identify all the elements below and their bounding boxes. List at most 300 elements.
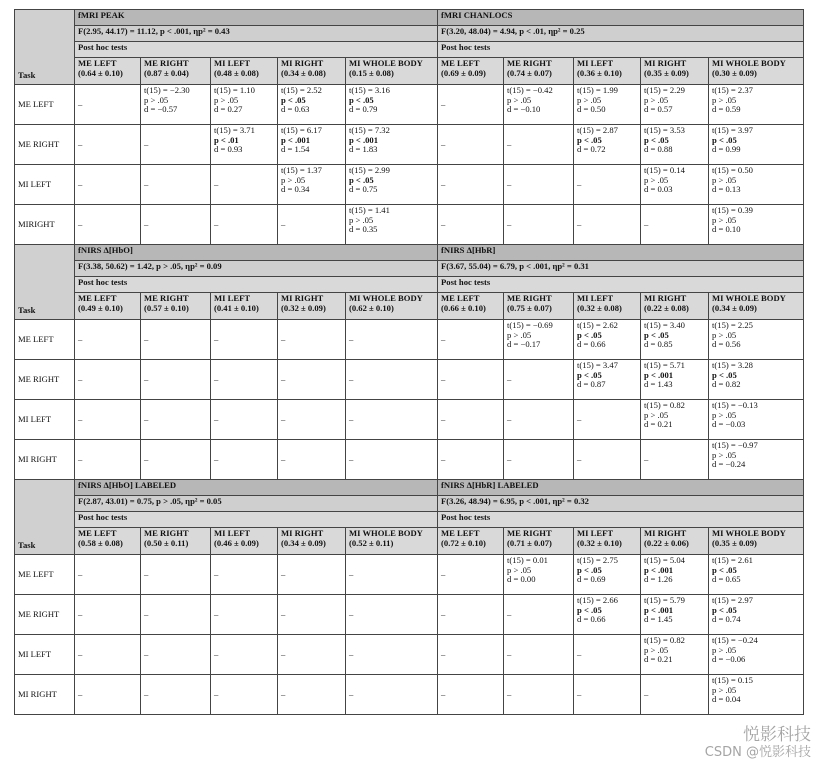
post-hoc-label: Post hoc tests [78,42,128,52]
stat-cell [709,400,804,440]
stat-cell [346,360,438,400]
column-mean-value: (0.64 ± 0.10) [78,67,123,78]
empty-dash: – [644,453,649,464]
stat-cell [574,635,641,675]
stat-cell [574,320,641,360]
empty-dash: – [214,413,219,424]
row-label: MI LEFT [18,413,52,424]
t-statistic: t(15) = 6.17 [281,125,322,135]
column-header [709,293,804,320]
empty-dash: – [577,413,582,424]
t-statistic: t(15) = 3.40 [644,320,685,330]
stat-cell [709,360,804,400]
stat-cell [346,595,438,635]
t-statistic: t(15) = 2.37 [712,85,753,95]
column-mean-value: (0.69 ± 0.09) [441,67,486,78]
anova-cell [75,26,438,42]
empty-dash: – [441,608,446,619]
p-value: p > .05 [712,214,737,225]
stat-cell [141,165,211,205]
data-row [15,360,804,400]
p-value: p < .001 [349,134,379,145]
stat-cell [641,165,709,205]
effect-size: d = 0.00 [507,574,536,585]
stat-cell [504,400,574,440]
block-title-cell [75,245,438,261]
stat-cell [211,675,278,715]
column-header-row [15,293,804,320]
p-value: p > .05 [507,94,532,105]
stat-cell [211,125,278,165]
p-value: p < .05 [577,369,602,380]
empty-dash: – [441,218,446,229]
anova-result: F(2.87, 43.01) = 0.75, p > .05, ηp² = 0.05 [78,496,222,506]
row-label: MI RIGHT [18,688,57,699]
anova-cell [75,496,438,512]
empty-dash: – [349,648,354,659]
effect-size: d = −0.03 [712,419,746,430]
anova-cell [438,261,804,277]
empty-dash: – [214,688,219,699]
stat-cell [574,595,641,635]
task-header-cell [15,480,75,555]
column-name: MI WHOLE BODY [712,58,786,68]
block-title: fNIRS Δ[HbO] LABELED [78,480,177,490]
stat-cell [141,400,211,440]
empty-dash: – [349,453,354,464]
t-statistic: t(15) = 0.01 [507,555,548,565]
t-statistic: t(15) = 0.39 [712,205,753,215]
column-header [346,293,438,320]
p-value: p > .05 [144,94,169,105]
column-header [504,293,574,320]
p-value: p > .05 [712,329,737,340]
column-header [641,528,709,555]
stat-cell [574,400,641,440]
t-statistic: t(15) = 1.37 [281,165,322,175]
stat-cell [75,360,141,400]
data-row [15,165,804,205]
block-title-cell [438,245,804,261]
stat-cell [75,320,141,360]
block-title: fNIRS Δ[HbR] LABELED [441,480,539,490]
t-statistic: t(15) = 3.97 [712,125,753,135]
stat-cell [709,440,804,480]
stat-cell [346,635,438,675]
t-statistic: t(15) = −2.30 [144,85,190,95]
t-statistic: t(15) = 3.47 [577,360,618,370]
empty-dash: – [441,688,446,699]
stat-cell [211,635,278,675]
row-label-cell [15,675,75,715]
t-statistic: t(15) = 2.25 [712,320,753,330]
column-mean-value: (0.34 ± 0.09) [281,537,326,548]
effect-size: d = 0.21 [644,654,673,665]
stat-cell [709,675,804,715]
t-statistic: t(15) = 0.82 [644,400,685,410]
t-statistic: t(15) = 3.16 [349,85,390,95]
empty-dash: – [78,218,83,229]
t-statistic: t(15) = 2.75 [577,555,618,565]
p-value: p < .05 [577,134,602,145]
effect-size: d = 0.35 [349,224,378,235]
empty-dash: – [78,98,83,109]
t-statistic: t(15) = 0.50 [712,165,753,175]
stat-cell [438,205,504,245]
stat-cell [211,360,278,400]
anova-result: F(2.95, 44.17) = 11.12, p < .001, ηp² = 0.43 [78,26,230,36]
effect-size: d = 0.65 [712,574,741,585]
empty-dash: – [144,568,149,579]
anova-result: F(3.26, 48.94) = 6.95, p < .001, ηp² = 0.32 [441,496,589,506]
column-header-row [15,58,804,85]
column-name: ME LEFT [441,58,480,68]
effect-size: d = 1.45 [644,614,673,625]
task-header-label: Task [18,70,36,81]
column-mean-value: (0.35 ± 0.09) [712,537,757,548]
column-header [641,293,709,320]
stat-cell [504,440,574,480]
effect-size: d = 1.54 [281,144,310,155]
column-mean-value: (0.62 ± 0.10) [349,302,394,313]
column-header [438,293,504,320]
empty-dash: – [577,648,582,659]
p-value: p > .05 [712,409,737,420]
empty-dash: – [144,218,149,229]
p-value: p > .05 [349,214,374,225]
empty-dash: – [507,218,512,229]
column-mean-value: (0.36 ± 0.10) [577,67,622,78]
anova-result: F(3.20, 48.04) = 4.94, p < .01, ηp² = 0.25 [441,26,585,36]
watermark-line-2: CSDN @悦影科技 [704,745,811,760]
stat-cell [641,635,709,675]
effect-size: d = 0.10 [712,224,741,235]
row-label: ME RIGHT [18,138,60,149]
stat-cell [346,85,438,125]
t-statistic: t(15) = −0.24 [712,635,758,645]
stat-cell [504,125,574,165]
t-statistic: t(15) = 2.99 [349,165,390,175]
empty-dash: – [577,688,582,699]
effect-size: d = 0.13 [712,184,741,195]
effect-size: d = 0.87 [577,379,606,390]
p-value: p < .05 [712,564,737,575]
column-mean-value: (0.71 ± 0.07) [507,537,552,548]
t-statistic: t(15) = 0.15 [712,675,753,685]
effect-size: d = 0.03 [644,184,673,195]
column-name: MI RIGHT [281,293,324,303]
stat-cell [141,320,211,360]
stat-cell [641,595,709,635]
t-statistic: t(15) = 1.41 [349,205,390,215]
effect-size: d = 0.88 [644,144,673,155]
stat-cell [709,595,804,635]
stat-cell [574,205,641,245]
column-name: MI WHOLE BODY [712,528,786,538]
stat-cell [346,320,438,360]
empty-dash: – [78,333,83,344]
row-label: ME LEFT [18,333,54,344]
stat-cell [438,125,504,165]
empty-dash: – [144,453,149,464]
column-mean-value: (0.41 ± 0.10) [214,302,259,313]
stat-cell [211,555,278,595]
data-row [15,635,804,675]
data-row [15,205,804,245]
stat-cell [438,165,504,205]
stat-cell [641,440,709,480]
column-header [438,58,504,85]
t-statistic: t(15) = 7.32 [349,125,390,135]
empty-dash: – [144,178,149,189]
p-value: p < .05 [577,564,602,575]
stat-cell [211,440,278,480]
stat-cell [75,635,141,675]
empty-dash: – [281,608,286,619]
stat-cell [278,360,346,400]
stat-cell [574,165,641,205]
stat-cell [504,360,574,400]
stat-cell [641,675,709,715]
t-statistic: t(15) = −0.13 [712,400,758,410]
row-label: MIRIGHT [18,218,55,229]
row-label-cell [15,360,75,400]
stat-cell [504,675,574,715]
column-name: MI RIGHT [281,58,324,68]
empty-dash: – [281,413,286,424]
empty-dash: – [507,138,512,149]
effect-size: d = 0.27 [214,104,243,115]
data-row [15,125,804,165]
empty-dash: – [78,178,83,189]
empty-dash: – [349,333,354,344]
stat-cell [278,85,346,125]
stat-cell [574,85,641,125]
p-value: p > .05 [507,329,532,340]
t-statistic: t(15) = 2.87 [577,125,618,135]
block-title: fNIRS Δ[HbO] [78,245,133,255]
p-value: p > .05 [214,94,239,105]
column-mean-value: (0.52 ± 0.11) [349,537,394,548]
effect-size: d = 0.50 [577,104,606,115]
data-row [15,555,804,595]
stat-cell [641,400,709,440]
empty-dash: – [441,333,446,344]
t-statistic: t(15) = 0.14 [644,165,685,175]
column-name: ME RIGHT [144,293,189,303]
empty-dash: – [214,568,219,579]
empty-dash: – [78,688,83,699]
p-value: p < .05 [644,134,669,145]
table-body [15,10,804,715]
column-name: ME LEFT [78,528,117,538]
data-row [15,595,804,635]
empty-dash: – [507,453,512,464]
post-hoc-cell [438,42,804,58]
t-statistic: t(15) = 1.99 [577,85,618,95]
empty-dash: – [281,688,286,699]
empty-dash: – [441,373,446,384]
effect-size: d = 0.85 [644,339,673,350]
block-title: fMRI PEAK [78,10,125,20]
t-statistic: t(15) = 5.79 [644,595,685,605]
stat-cell [574,440,641,480]
stat-cell [278,595,346,635]
column-name: ME RIGHT [507,58,552,68]
empty-dash: – [441,138,446,149]
data-row [15,675,804,715]
empty-dash: – [281,333,286,344]
empty-dash: – [144,333,149,344]
column-mean-value: (0.15 ± 0.08) [349,67,394,78]
column-header [278,58,346,85]
effect-size: d = −0.06 [712,654,746,665]
column-header [75,293,141,320]
stat-cell [504,595,574,635]
empty-dash: – [441,178,446,189]
empty-dash: – [507,608,512,619]
t-statistic: t(15) = −0.42 [507,85,553,95]
effect-size: d = −0.57 [144,104,178,115]
empty-dash: – [441,413,446,424]
effect-size: d = 1.83 [349,144,378,155]
post-hoc-label: Post hoc tests [441,512,491,522]
column-header [211,293,278,320]
column-mean-value: (0.46 ± 0.09) [214,537,259,548]
stat-cell [346,125,438,165]
post-hoc-row [15,277,804,293]
stat-cell [278,440,346,480]
stat-cell [141,595,211,635]
effect-size: d = 0.57 [644,104,673,115]
stat-cell [75,675,141,715]
row-label-cell [15,635,75,675]
stat-cell [438,675,504,715]
empty-dash: – [144,648,149,659]
empty-dash: – [214,218,219,229]
column-mean-value: (0.74 ± 0.07) [507,67,552,78]
empty-dash: – [349,373,354,384]
anova-result: F(3.38, 50.62) = 1.42, p > .05, ηp² = 0.09 [78,261,222,271]
stat-cell [438,635,504,675]
row-label-cell [15,555,75,595]
column-name: MI WHOLE BODY [349,528,423,538]
anova-result: F(3.67, 55.04) = 6.79, p < .001, ηp² = 0.31 [441,261,589,271]
stat-cell [709,205,804,245]
p-value: p < .05 [349,174,374,185]
data-row [15,400,804,440]
column-mean-value: (0.30 ± 0.09) [712,67,757,78]
column-header [574,58,641,85]
empty-dash: – [144,608,149,619]
stat-cell [75,205,141,245]
stat-cell [278,635,346,675]
column-name: ME RIGHT [507,528,552,538]
stat-cell [141,125,211,165]
stat-cell [438,555,504,595]
stat-cell [346,555,438,595]
stat-cell [346,205,438,245]
stat-cell [504,320,574,360]
stat-cell [141,675,211,715]
post-hoc-label: Post hoc tests [78,277,128,287]
column-name: MI LEFT [577,528,614,538]
stat-cell [438,85,504,125]
stat-cell [504,85,574,125]
p-value: p > .05 [712,449,737,460]
empty-dash: – [78,648,83,659]
stat-cell [141,555,211,595]
stat-cell [141,635,211,675]
stat-cell [75,85,141,125]
effect-size: d = 0.63 [281,104,310,115]
effect-size: d = 0.21 [644,419,673,430]
post-hoc-row [15,42,804,58]
p-value: p < .05 [712,134,737,145]
stat-cell [641,320,709,360]
p-value: p > .05 [712,644,737,655]
empty-dash: – [441,98,446,109]
effect-size: d = 1.26 [644,574,673,585]
t-statistic: t(15) = 2.29 [644,85,685,95]
empty-dash: – [78,413,83,424]
stat-cell [641,555,709,595]
t-statistic: t(15) = −0.69 [507,320,553,330]
p-value: p > .05 [644,174,669,185]
p-value: p < .05 [349,94,374,105]
watermark [705,725,811,761]
stat-cell [141,205,211,245]
stat-cell [278,675,346,715]
stat-cell [75,595,141,635]
column-name: ME RIGHT [144,528,189,538]
p-value: p < .05 [577,604,602,615]
post-hoc-cell [438,277,804,293]
post-hoc-cell [75,512,438,528]
stat-cell [574,125,641,165]
data-row [15,440,804,480]
block-title-cell [75,480,438,496]
t-statistic: t(15) = 1.10 [214,85,255,95]
column-mean-value: (0.32 ± 0.08) [577,302,622,313]
empty-dash: – [441,648,446,659]
empty-dash: – [577,453,582,464]
stat-cell [346,675,438,715]
stat-cell [438,360,504,400]
stat-cell [574,555,641,595]
empty-dash: – [349,413,354,424]
empty-dash: – [644,218,649,229]
row-label-cell [15,165,75,205]
column-header-row [15,528,804,555]
t-statistic: t(15) = 2.97 [712,595,753,605]
t-statistic: t(15) = 2.66 [577,595,618,605]
p-value: p > .05 [712,94,737,105]
anova-cell [75,261,438,277]
anova-row [15,261,804,277]
effect-size: d = 0.04 [712,694,741,705]
column-mean-value: (0.22 ± 0.06) [644,537,689,548]
p-value: p > .05 [644,409,669,420]
stat-cell [641,360,709,400]
row-label: ME LEFT [18,98,54,109]
column-header [438,528,504,555]
row-label: MI LEFT [18,648,52,659]
stat-cell [278,205,346,245]
empty-dash: – [441,568,446,579]
column-mean-value: (0.48 ± 0.08) [214,67,259,78]
column-name: MI WHOLE BODY [712,293,786,303]
